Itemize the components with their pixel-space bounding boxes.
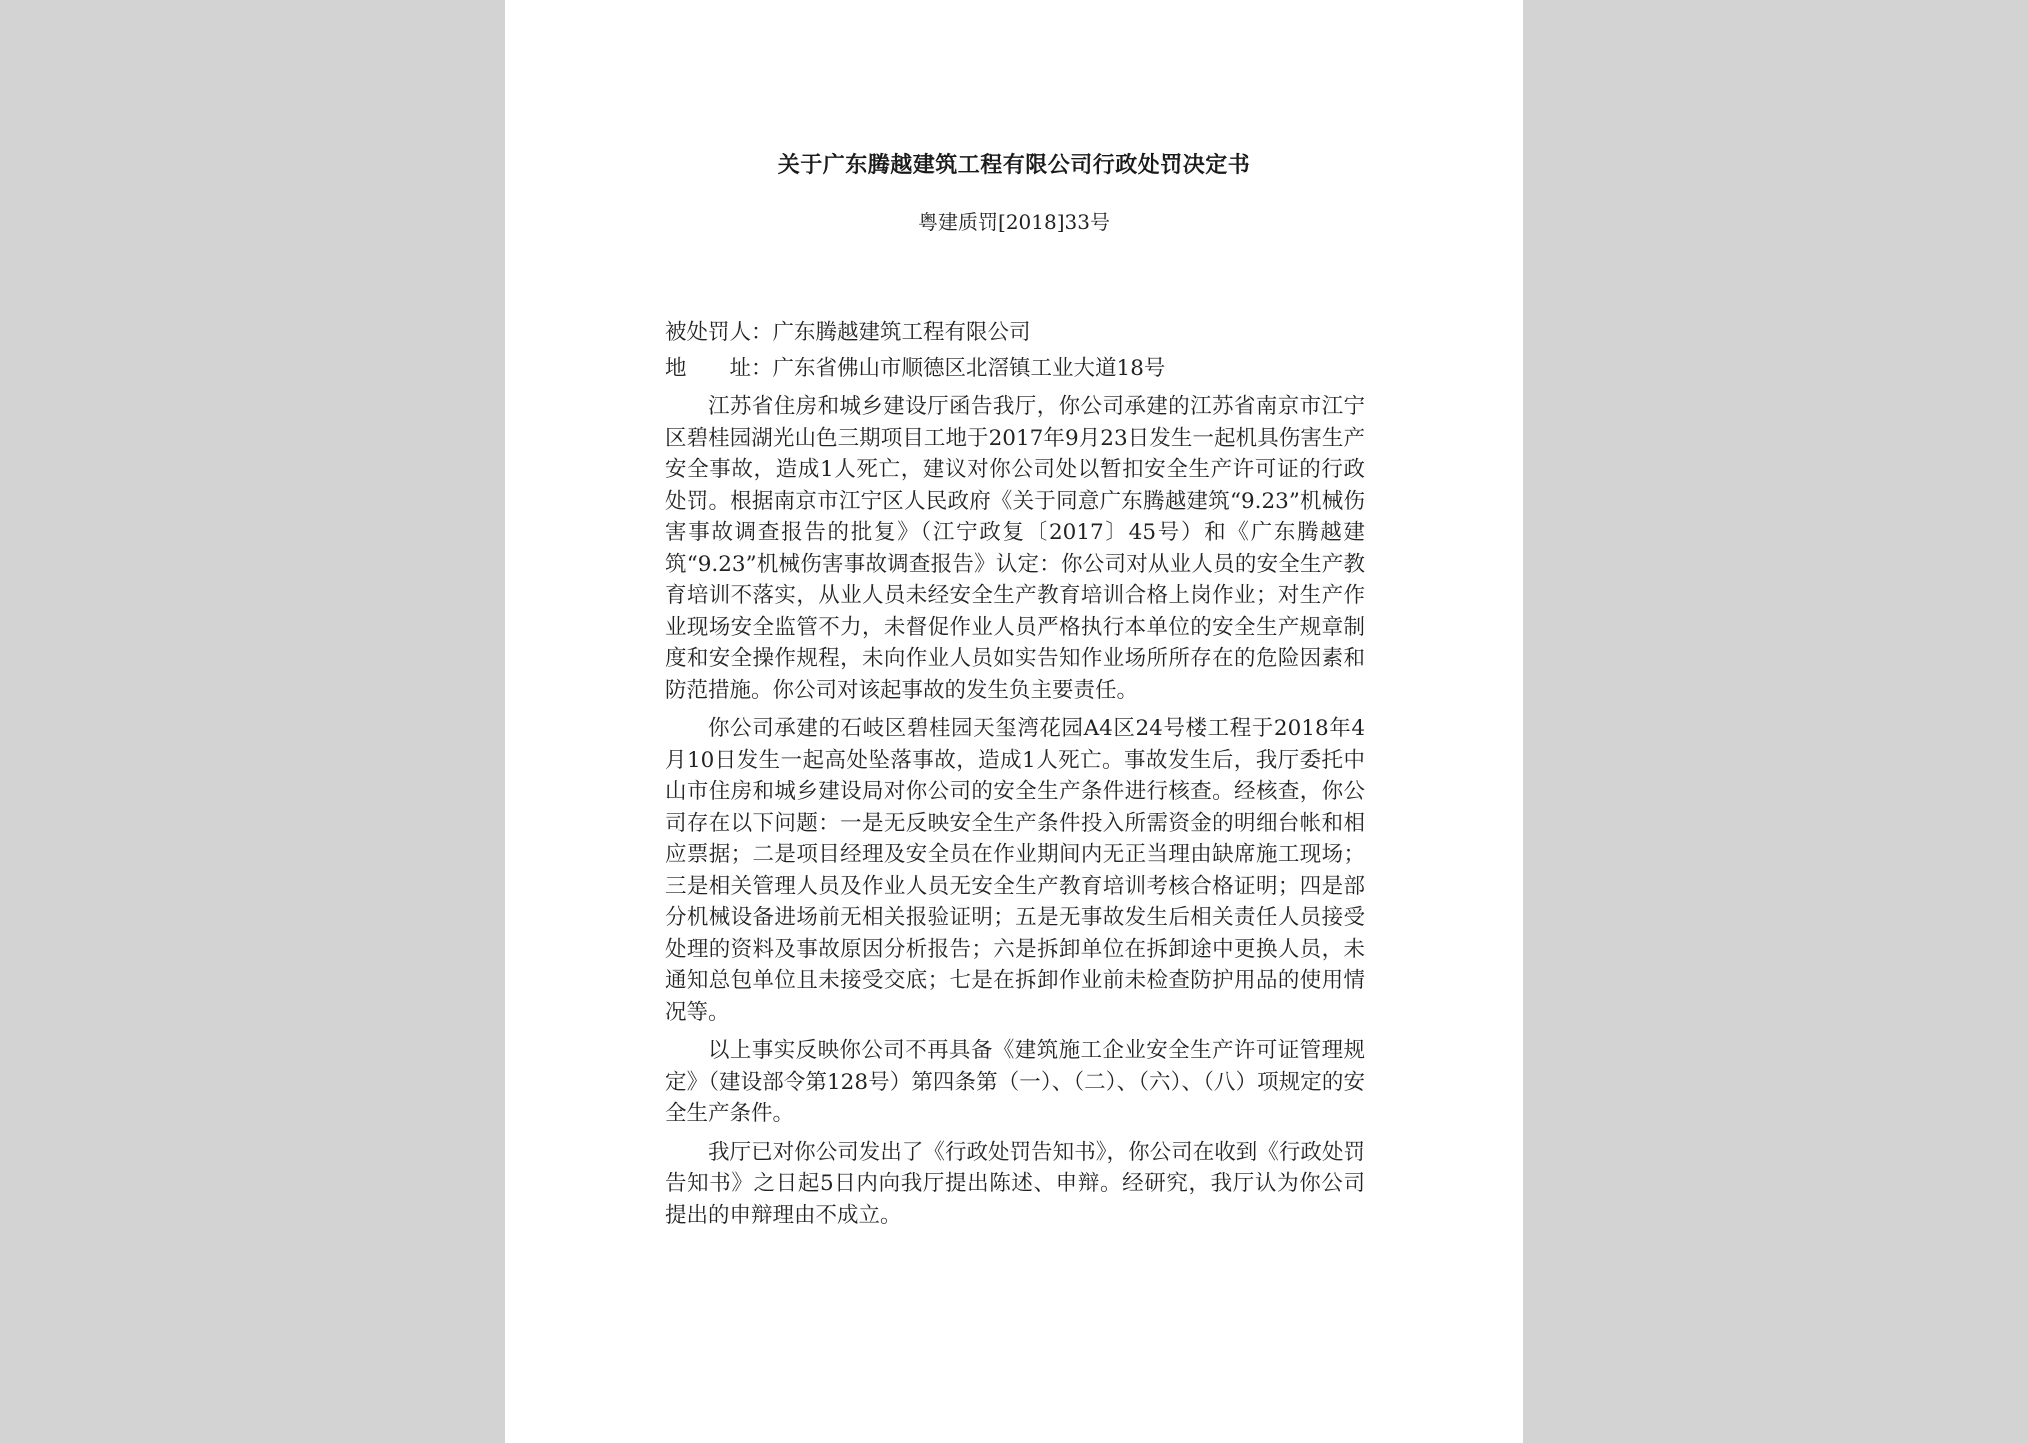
address-value: 广东省佛山市顺德区北滘镇工业大道18号: [772, 356, 1166, 381]
penalized-party-label: 被处罚人：: [665, 320, 773, 345]
penalized-party-value: 广东腾越建筑工程有限公司: [772, 320, 1031, 345]
document-title: 关于广东腾越建筑工程有限公司行政处罚决定书: [777, 152, 1251, 178]
paragraph: 江苏省住房和城乡建设厅函告我厅，你公司承建的江苏省南京市江宁区碧桂园湖光山色三期项目工地于2017年9月23日发生一起机具伤害生产安全事故，造成1人死亡，建议对你公司处以暂扣安全生产许可证的行政处罚。根据南京市江宁区人民政府《关于同意广东腾越建筑“9.23”机械伤害事故调查报告的批复》（江宁政复〔2017〕45号）和《广东腾越建筑“9.23”机械伤害事故调查报告》认定：你公司对从业人员的安全生产教育培训不落实，从业人员未经安全生产教育培训合格上岗作业；对生产作业现场安全监管不力，未督促作业人员严格执行本单位的安全生产规章制度和安全操作规程，未向作业人员如实告知作业场所所存在的危险因素和防范措施。你公司对该起事故的发生负主要责任。: [665, 394, 1365, 703]
address-line: [665, 352, 1365, 385]
paragraph: 以上事实反映你公司不再具备《建筑施工企业安全生产许可证管理规定》（建设部令第128号）第四条第（一）、（二）、（六）、（八）项规定的安全生产条件。: [665, 1038, 1365, 1126]
penalized-party-line: [665, 316, 1365, 349]
document-number: 粤建质罚[2018]33号: [918, 210, 1110, 234]
paragraph: 你公司承建的石岐区碧桂园天玺湾花园A4区24号楼工程于2018年4月10日发生一起高处坠落事故，造成1人死亡。事故发生后，我厅委托中山市住房和城乡建设局对你公司的安全生产条件进行核查。经核查，你公司存在以下问题：一是无反映安全生产条件投入所需资金的明细台帐和相应票据；二是项目经理及安全员在作业期间内无正当理由缺席施工现场；三是相关管理人员及作业人员无安全生产教育培训考核合格证明；四是部分机械设备进场前无相关报验证明；五是无事故发生后相关责任人员接受处理的资料及事故原因分析报告；六是拆卸单位在拆卸途中更换人员，未通知总包单位且未接受交底；七是在拆卸作业前未检查防护用品的使用情况等。: [665, 716, 1365, 1025]
document-page: [505, 0, 1523, 1443]
document-body: [665, 316, 1365, 1238]
address-label: 地 址：: [665, 356, 773, 381]
paragraph: 我厅已对你公司发出了《行政处罚告知书》，你公司在收到《行政处罚告知书》之日起5日内向我厅提出陈述、申辩。经研究，我厅认为你公司提出的申辩理由不成立。: [665, 1139, 1365, 1228]
